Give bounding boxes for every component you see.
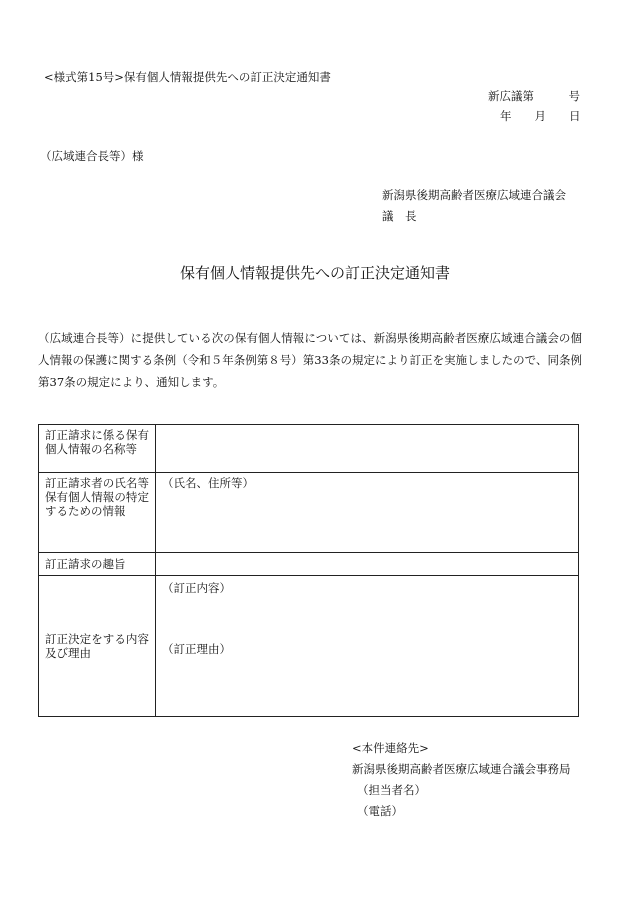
correction-decision-table [38,424,579,717]
table-row [39,553,579,576]
row-value-target-info [156,425,579,473]
table-row [39,576,579,717]
row-label-requester-info: 訂正請求者の氏名等保有個人情報の特定するための情報 [39,473,156,553]
form-number: <様式第15号>保有個人情報提供先への訂正決定通知書 [44,70,331,84]
contact-office: 新潟県後期高齢者医療広域連合議会事務局 [352,762,571,776]
contact-person: （担当者名） [357,783,426,797]
sender-organization: 新潟県後期高齢者医療広域連合議会 [382,188,566,202]
row-label-request-purpose: 訂正請求の趣旨 [39,553,156,576]
row-label-decision-content: 訂正決定をする内容及び理由 [39,576,156,717]
table-row [39,425,579,473]
document-date: 年 月 日 [500,109,581,123]
requester-note: （氏名、住所等） [162,476,254,490]
body-paragraph: （広域連合長等）に提供している次の保有個人情報については、新潟県後期高齢者医療広域連合議会の個人情報の保護に関する条例（令和５年条例第８号）第33条の規定により訂正を実施しましたので、同条例第37条の規定により、通知します。 [38,331,582,389]
row-value-requester-info [156,473,579,553]
document-number: 新広議第 号 [488,89,580,103]
contact-heading: <本件連絡先> [352,741,429,755]
table-row [39,473,579,553]
row-value-decision-content [156,576,579,717]
correction-content-note: （訂正内容） [162,581,231,595]
contact-phone: （電話） [357,804,403,818]
row-label-target-info: 訂正請求に係る保有個人情報の名称等 [39,425,156,473]
sender-title: 議 長 [382,209,417,223]
document-title: 保有個人情報提供先への訂正決定通知書 [179,264,450,282]
recipient: （広域連合長等）様 [40,149,144,163]
correction-reason-note: （訂正理由） [162,642,231,656]
row-value-request-purpose [156,553,579,576]
